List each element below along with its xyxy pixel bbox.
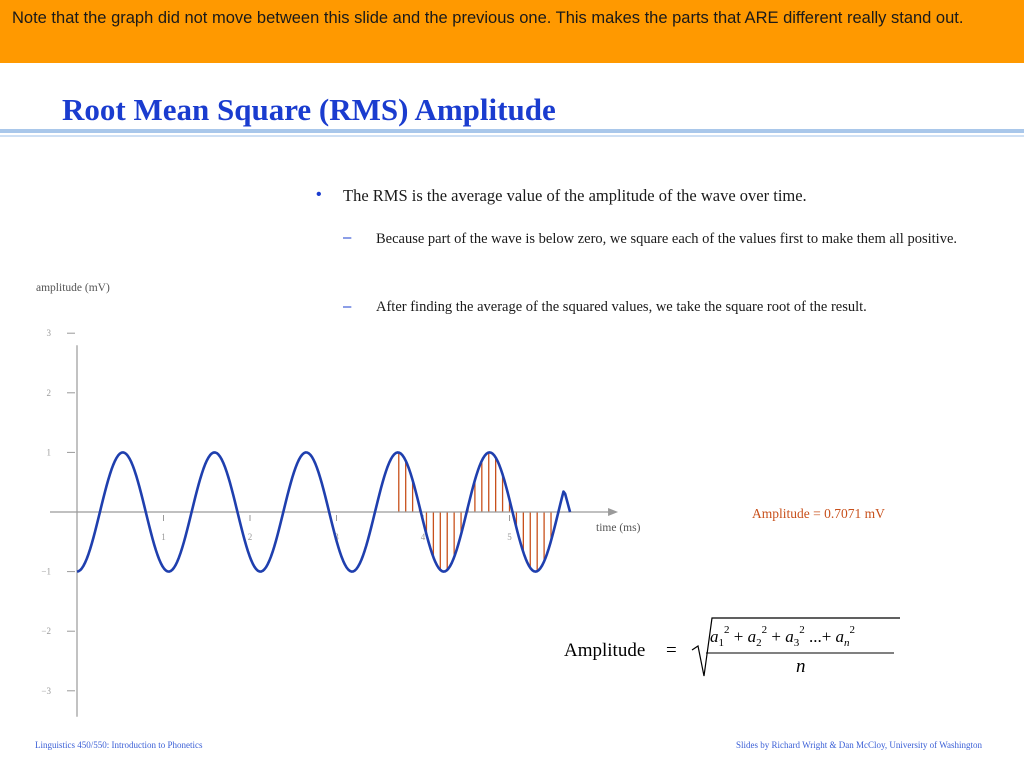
x-tick-label: 4 — [420, 532, 426, 542]
x-tick-label: 2 — [247, 532, 253, 542]
y-tick-label: 1 — [46, 447, 51, 458]
x-axis-arrow-icon — [608, 508, 618, 516]
y-tick-label: 3 — [46, 328, 51, 339]
dash-icon: – — [343, 229, 352, 246]
sub-bullet-1: Because part of the wave is below zero, we square each of the values first to make them all positive. — [376, 231, 957, 247]
footer-credits: Slides by Richard Wright & Dan McCloy, University of Washington — [736, 740, 982, 750]
note-text: Note that the graph did not move between this slide and the previous one. This makes the parts that ARE different really stand out. — [12, 9, 964, 27]
y-tick-label: −2 — [41, 626, 51, 637]
title-divider-secondary — [0, 135, 1024, 137]
rms-result-label: Amplitude = 0.7071 mV — [752, 506, 885, 521]
footer-course: Linguistics 450/550: Introduction to Phonetics — [35, 740, 203, 750]
x-tick-label: 3 — [334, 532, 339, 542]
y-tick-label: −3 — [41, 685, 51, 696]
formula-equals: = — [666, 640, 677, 661]
bullet-dot-icon: • — [316, 186, 322, 203]
y-tick-label: −1 — [41, 566, 51, 577]
formula-numerator: $a_1^2 + a_2^2 + a_3^2$ ...+ $a_n^2$ — [710, 624, 856, 649]
title-divider — [0, 129, 1024, 133]
x-tick-label: 1 — [161, 532, 166, 542]
bullet-main-text: The RMS is the average value of the amplitude of the wave over time. — [343, 186, 807, 205]
dash-icon: – — [343, 298, 352, 315]
y-tick-label: 2 — [46, 387, 51, 398]
formula-denominator: n — [796, 656, 806, 677]
formula-lhs: Amplitude — [564, 640, 646, 661]
rms-formula — [560, 612, 900, 682]
y-axis-label: amplitude (mV) — [36, 282, 110, 294]
x-axis-label: time (ms) — [596, 522, 641, 534]
note-banner — [0, 0, 1024, 63]
x-tick-label: 5 — [507, 532, 512, 542]
slide-title: Root Mean Square (RMS) Amplitude — [62, 92, 556, 127]
sub-bullet-2: After finding the average of the squared values, we take the square root of the result. — [376, 299, 867, 315]
